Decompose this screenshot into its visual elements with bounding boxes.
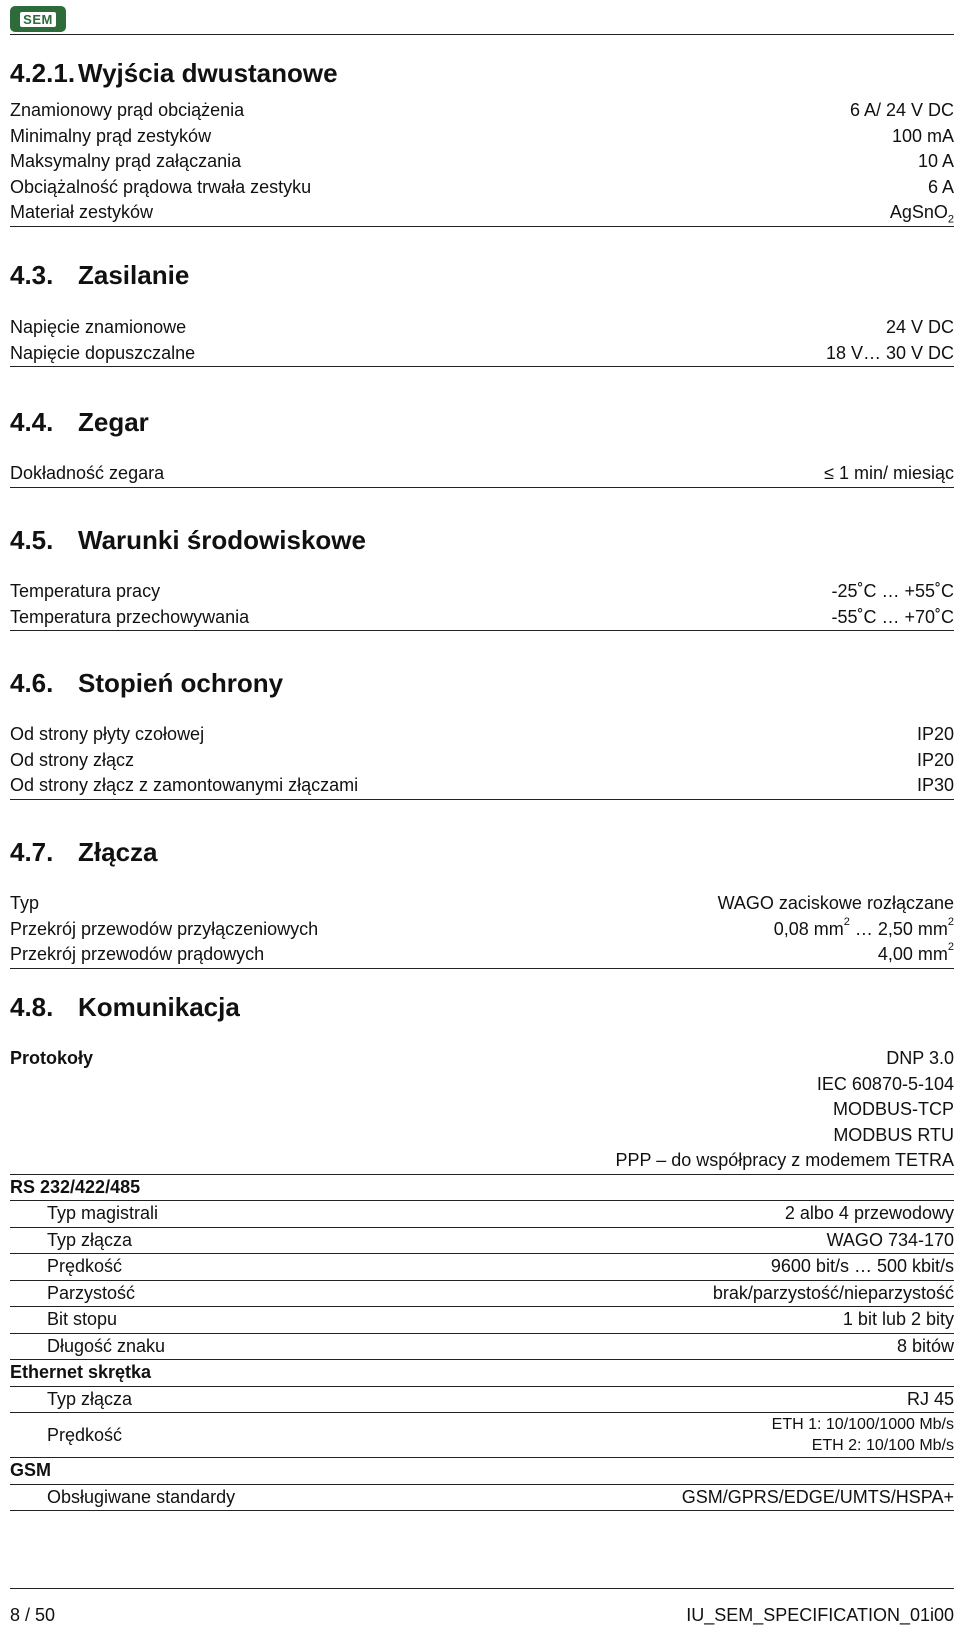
- spec-row: Typ WAGO zaciskowe rozłączane: [10, 893, 954, 913]
- spec-row: Parzystość brak/parzystość/nieparzystość: [10, 1281, 954, 1308]
- page-number: 8 / 50: [10, 1605, 56, 1625]
- spec-row: Minimalny prąd zestyków 100 mA: [10, 125, 954, 146]
- spec-table-4-6: [10, 722, 954, 800]
- spec-row: Bit stopu 1 bit lub 2 bity: [10, 1307, 954, 1334]
- spec-row: MODBUS RTU: [833, 1124, 954, 1145]
- section-heading: 4.7. Złącza: [10, 837, 158, 867]
- section-heading: 4.2.1. Wyjścia dwustanowe: [10, 58, 338, 88]
- spec-table-4-8: [10, 1046, 954, 1511]
- spec-subheading: RS 232/422/485: [10, 1175, 954, 1202]
- spec-row: Dokładność zegara ≤ 1 min/ miesiąc: [10, 463, 954, 483]
- section-4-7: [10, 837, 954, 868]
- section-heading: 4.6. Stopień ochrony: [10, 668, 284, 698]
- spec-table-4-2-1: [10, 98, 954, 227]
- page-footer: [10, 1588, 954, 1626]
- spec-row: Prędkość 9600 bit/s … 500 kbit/s: [10, 1254, 954, 1281]
- spec-row: Typ złącza WAGO 734-170: [10, 1228, 954, 1255]
- spec-row: Od strony złącz z zamontowanymi złączami IP30: [10, 775, 954, 795]
- spec-row: Przekrój przewodów prądowych 4,00 $mm^2$: [10, 941, 954, 964]
- spec-row: Typ magistrali 2 albo 4 przewodowy: [10, 1201, 954, 1228]
- spec-row: IEC 60870-5-104: [816, 1073, 954, 1094]
- document-id: IU_SEM_SPECIFICATION_01i00: [686, 1605, 954, 1625]
- spec-row: Przekrój przewodów przyłączeniowych 0,08 $mm^2$ … 2,50 $mm^2$: [10, 915, 954, 939]
- spec-subheading: GSM: [10, 1458, 954, 1485]
- section-heading: 4.3. Zasilanie: [10, 260, 190, 290]
- spec-row: Napięcie znamionowe 24 V DC: [10, 317, 954, 337]
- spec-row: Obsługiwane standardy GSM/GPRS/EDGE/UMTS/HSPA+: [10, 1485, 954, 1512]
- spec-subheading: Ethernet skrętka: [10, 1360, 954, 1387]
- spec-row: Temperatura pracy -25˚C … +55˚C: [10, 581, 954, 601]
- spec-row: Obciążalność prądowa trwała zestyku 6 A: [10, 176, 954, 197]
- section-heading: 4.5. Warunki środowiskowe: [10, 525, 366, 555]
- sem-logo: SEM: [10, 6, 66, 32]
- spec-row: Napięcie dopuszczalne 18 V… 30 V DC: [10, 342, 954, 363]
- spec-row: Prędkość ETH 1: 10/100/1000 Mb/s ETH 2: 10/100 Mb/s: [10, 1413, 954, 1458]
- spec-row: Materiał zestyków AgSnO$_2$: [10, 202, 954, 226]
- section-heading: 4.8. Komunikacja: [10, 992, 240, 1022]
- page-header: [10, 6, 954, 35]
- spec-row: Od strony płyty czołowej IP20: [10, 724, 954, 744]
- spec-row: Temperatura przechowywania -55˚C … +70˚C: [10, 606, 954, 627]
- section-4-8: [10, 992, 954, 1023]
- section-4-6: [10, 668, 954, 699]
- spec-row: MODBUS-TCP: [833, 1099, 954, 1119]
- spec-table-4-5: [10, 579, 954, 631]
- spec-table-4-7: [10, 891, 954, 969]
- section-4-5: [10, 525, 954, 556]
- section-4-2-1: [10, 58, 954, 89]
- spec-row: Długość znaku 8 bitów: [10, 1334, 954, 1361]
- spec-row: PPP – do współpracy z modemem TETRA: [10, 1148, 954, 1175]
- spec-row: Maksymalny prąd załączania 10 A: [10, 151, 954, 171]
- section-4-4: [10, 407, 954, 438]
- spec-table-4-3: [10, 315, 954, 367]
- spec-row: Protokoły DNP 3.0: [10, 1048, 954, 1068]
- spec-row: Typ złącza RJ 45: [10, 1387, 954, 1414]
- spec-row: Znamionowy prąd obciążenia 6 A/ 24 V DC: [10, 100, 954, 120]
- section-heading: 4.4. Zegar: [10, 407, 149, 437]
- spec-row: Od strony złącz IP20: [10, 749, 954, 770]
- spec-table-4-4: [10, 461, 954, 488]
- section-4-3: [10, 260, 954, 291]
